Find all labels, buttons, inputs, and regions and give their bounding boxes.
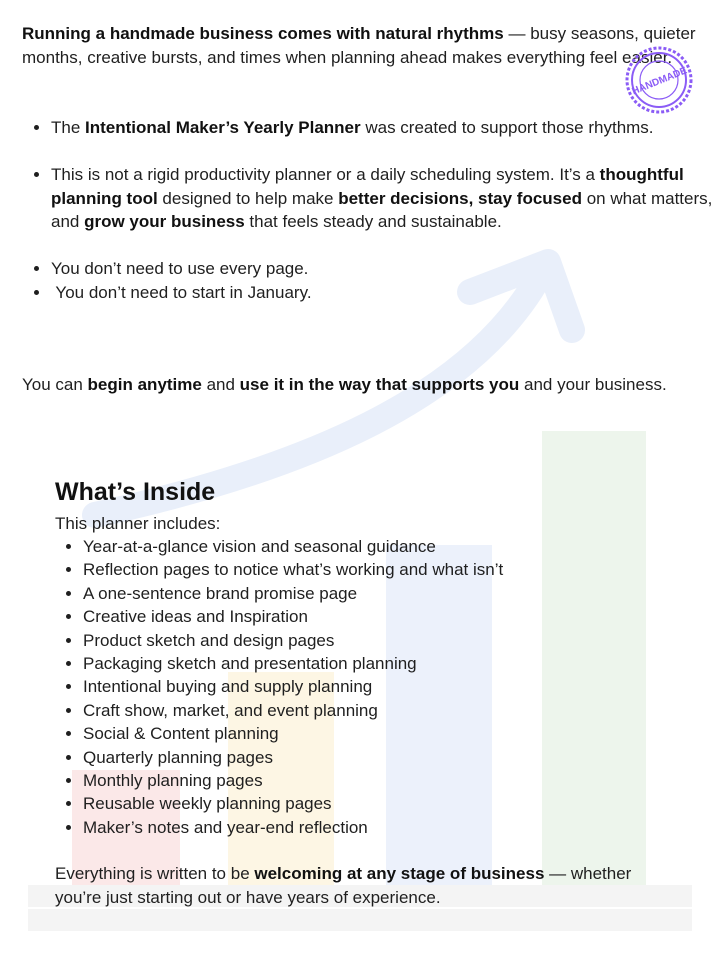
bold-text: use it in the way that supports you xyxy=(239,375,520,394)
text: on what matters, and xyxy=(51,188,713,231)
bold-text: thoughtful planning tool xyxy=(51,165,684,208)
intro-rest: — busy seasons, quieter months, creative bursts, and times when planning ahead makes everything feel easier. xyxy=(22,24,696,67)
text: The xyxy=(51,118,86,137)
section-lead: This planner includes: xyxy=(55,514,221,533)
list-item: • Creative ideas and Inspiration xyxy=(83,605,703,628)
text: This is not a rigid productivity planner or a daily scheduling system. It’s a xyxy=(51,165,600,184)
inside-list xyxy=(55,535,703,839)
text: Everything is written to be xyxy=(55,864,255,883)
bold-text: grow your business xyxy=(84,212,245,231)
list-item: • Product sketch and design pages xyxy=(83,629,703,652)
list-item: • Year-at-a-glance vision and seasonal guidance xyxy=(83,535,703,558)
list-item xyxy=(51,116,720,140)
list-item: • Intentional buying and supply planning xyxy=(83,675,703,698)
bold-text: welcoming at any stage of business xyxy=(254,864,545,883)
text: You can xyxy=(22,375,88,394)
bold-text: Intentional Maker’s Yearly Planner xyxy=(85,118,361,137)
closing-paragraph xyxy=(55,862,675,909)
tail-paragraph xyxy=(22,373,702,397)
section-title: What’s Inside xyxy=(55,478,216,506)
list-item: • Craft show, market, and event planning xyxy=(83,699,703,722)
list-item: • Maker’s notes and year-end reflection xyxy=(83,816,703,839)
list-item xyxy=(51,163,720,234)
bold-text: better decisions, stay focused xyxy=(338,188,582,208)
text: was created to support those rhythms. xyxy=(360,118,654,137)
handmade-stamp-icon xyxy=(625,46,693,114)
text: that feels steady and sustainable. xyxy=(244,212,502,231)
list-item: • You don’t need to use every page. xyxy=(51,257,720,281)
list-item: • Reflection pages to notice what’s working and what isn’t xyxy=(83,558,703,581)
text: and xyxy=(201,375,240,394)
intro-paragraph xyxy=(22,22,702,69)
text: and your business. xyxy=(519,375,667,394)
list-item: • Social & Content planning xyxy=(83,722,703,745)
bold-text: begin anytime xyxy=(87,375,202,394)
list-item: • Packaging sketch and presentation planning xyxy=(83,652,703,675)
list-item: • Monthly planning pages xyxy=(83,769,703,792)
list-item: • Quarterly planning pages xyxy=(83,746,703,769)
list-item: • You don’t need to start in January. xyxy=(51,281,720,305)
text: designed to help make xyxy=(157,188,339,208)
intro-bullet-list xyxy=(22,116,720,304)
intro-bold: Running a handmade business comes with natural rhythms xyxy=(22,24,504,43)
text: — whether you’re just starting out or have years of experience. xyxy=(55,864,632,907)
stamp-text: HANDMADE xyxy=(630,65,689,98)
list-item: • A one-sentence brand promise page xyxy=(83,582,703,605)
list-item: • Reusable weekly planning pages xyxy=(83,792,703,815)
